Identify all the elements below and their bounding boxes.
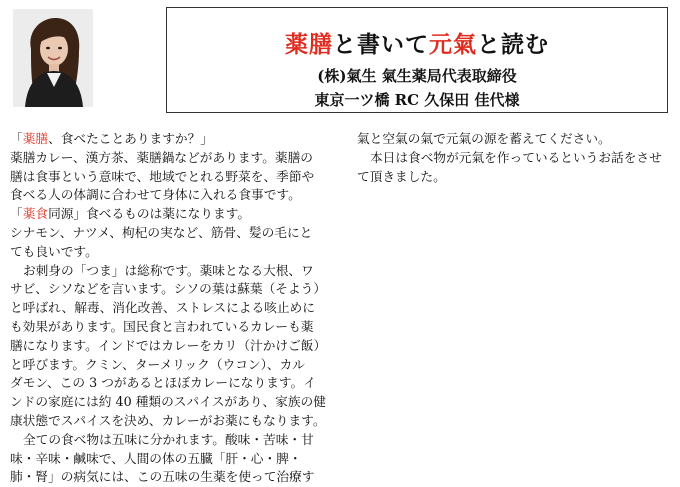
- body-line: シナモン、ナツメ、枸杞の実など、筋骨、髪の毛にと: [10, 224, 313, 240]
- body-line: 肺・腎」の病気には、この五味の生薬を使って治療す: [10, 469, 315, 485]
- title-keyword-genki: 元氣: [429, 31, 477, 58]
- speaker-photo: [13, 9, 93, 107]
- body-line: 膳になります。インドではカレーをカリ（汁かけご飯）: [10, 337, 327, 353]
- body-line: [10, 205, 345, 224]
- body-column-right: [357, 130, 672, 186]
- quote-open: 「: [10, 131, 23, 146]
- quote-open: 「: [10, 206, 23, 222]
- body-line: 康状態でスパイスを決め、カレーがお薬にもなります。: [10, 412, 326, 428]
- body-line: サビ、シソなどを言います。シソの葉は蘇葉（そよう）: [10, 281, 327, 297]
- body-line: ても良いです。: [10, 243, 98, 259]
- highlight-word: 薬膳: [22, 131, 49, 146]
- title-text-part1: と書いて: [333, 31, 429, 58]
- body-line: と呼びます。クミン、ターメリック（ウコン）、カル: [10, 356, 305, 372]
- body-line: 薬膳カレー、漢方茶、薬膳鍋などがあります。薬膳の: [10, 149, 313, 165]
- body-column-left: [10, 130, 345, 487]
- speaker-portrait-image: [13, 9, 93, 107]
- body-line: て頂きました。: [357, 168, 446, 184]
- body-line: 氣と空氣の氣で元氣の源を蓄えてください。: [357, 131, 611, 146]
- body-line: 膳は食事という意味で、地域でとれる野菜を、季節や: [10, 168, 315, 184]
- speaker-affiliation: (株)氣生 氣生薬局代表取締役: [317, 67, 517, 85]
- body-line: お刺身の「つま」は総称です。薬味となる大根、ワ: [23, 262, 314, 278]
- title-keyword-yakuzen: 薬膳: [285, 31, 333, 58]
- body-line: ンドの家庭には約 40 種類のスパイスがあり、家族の健: [10, 394, 326, 410]
- body-line: [10, 130, 345, 149]
- body-line: 全ての食べ物は五味に分かれます。酸味・苦味・甘: [23, 431, 314, 447]
- header-box: [166, 7, 668, 113]
- page-title: [167, 26, 667, 59]
- highlight-word: 薬食: [22, 206, 49, 222]
- line-text: 、食べたことありますか？」: [48, 131, 213, 146]
- body-line: ダモン、この 3 つがあるとほぼカレーになります。イ: [10, 375, 316, 391]
- body-line: 本日は食べ物が元氣を作っているというお話をさせ: [370, 149, 662, 165]
- body-line: 食べる人の体調に合わせて身体に入れる食事です。: [10, 187, 301, 203]
- body-line: も効果があります。国民食と言われているカレーも薬: [10, 318, 314, 334]
- body-line: 味・辛味・鹹味で、人間の体の五臓「肝・心・脾・: [10, 450, 302, 466]
- body-line: と呼ばれ、解毒、消化改善、ストレスによる咳止めに: [10, 300, 315, 316]
- line-text: 同源」食べるものは薬になります。: [48, 206, 251, 222]
- speaker-name: 東京一ツ橋 RC 久保田 佳代様: [314, 91, 520, 109]
- title-text-part2: と読む: [477, 31, 549, 58]
